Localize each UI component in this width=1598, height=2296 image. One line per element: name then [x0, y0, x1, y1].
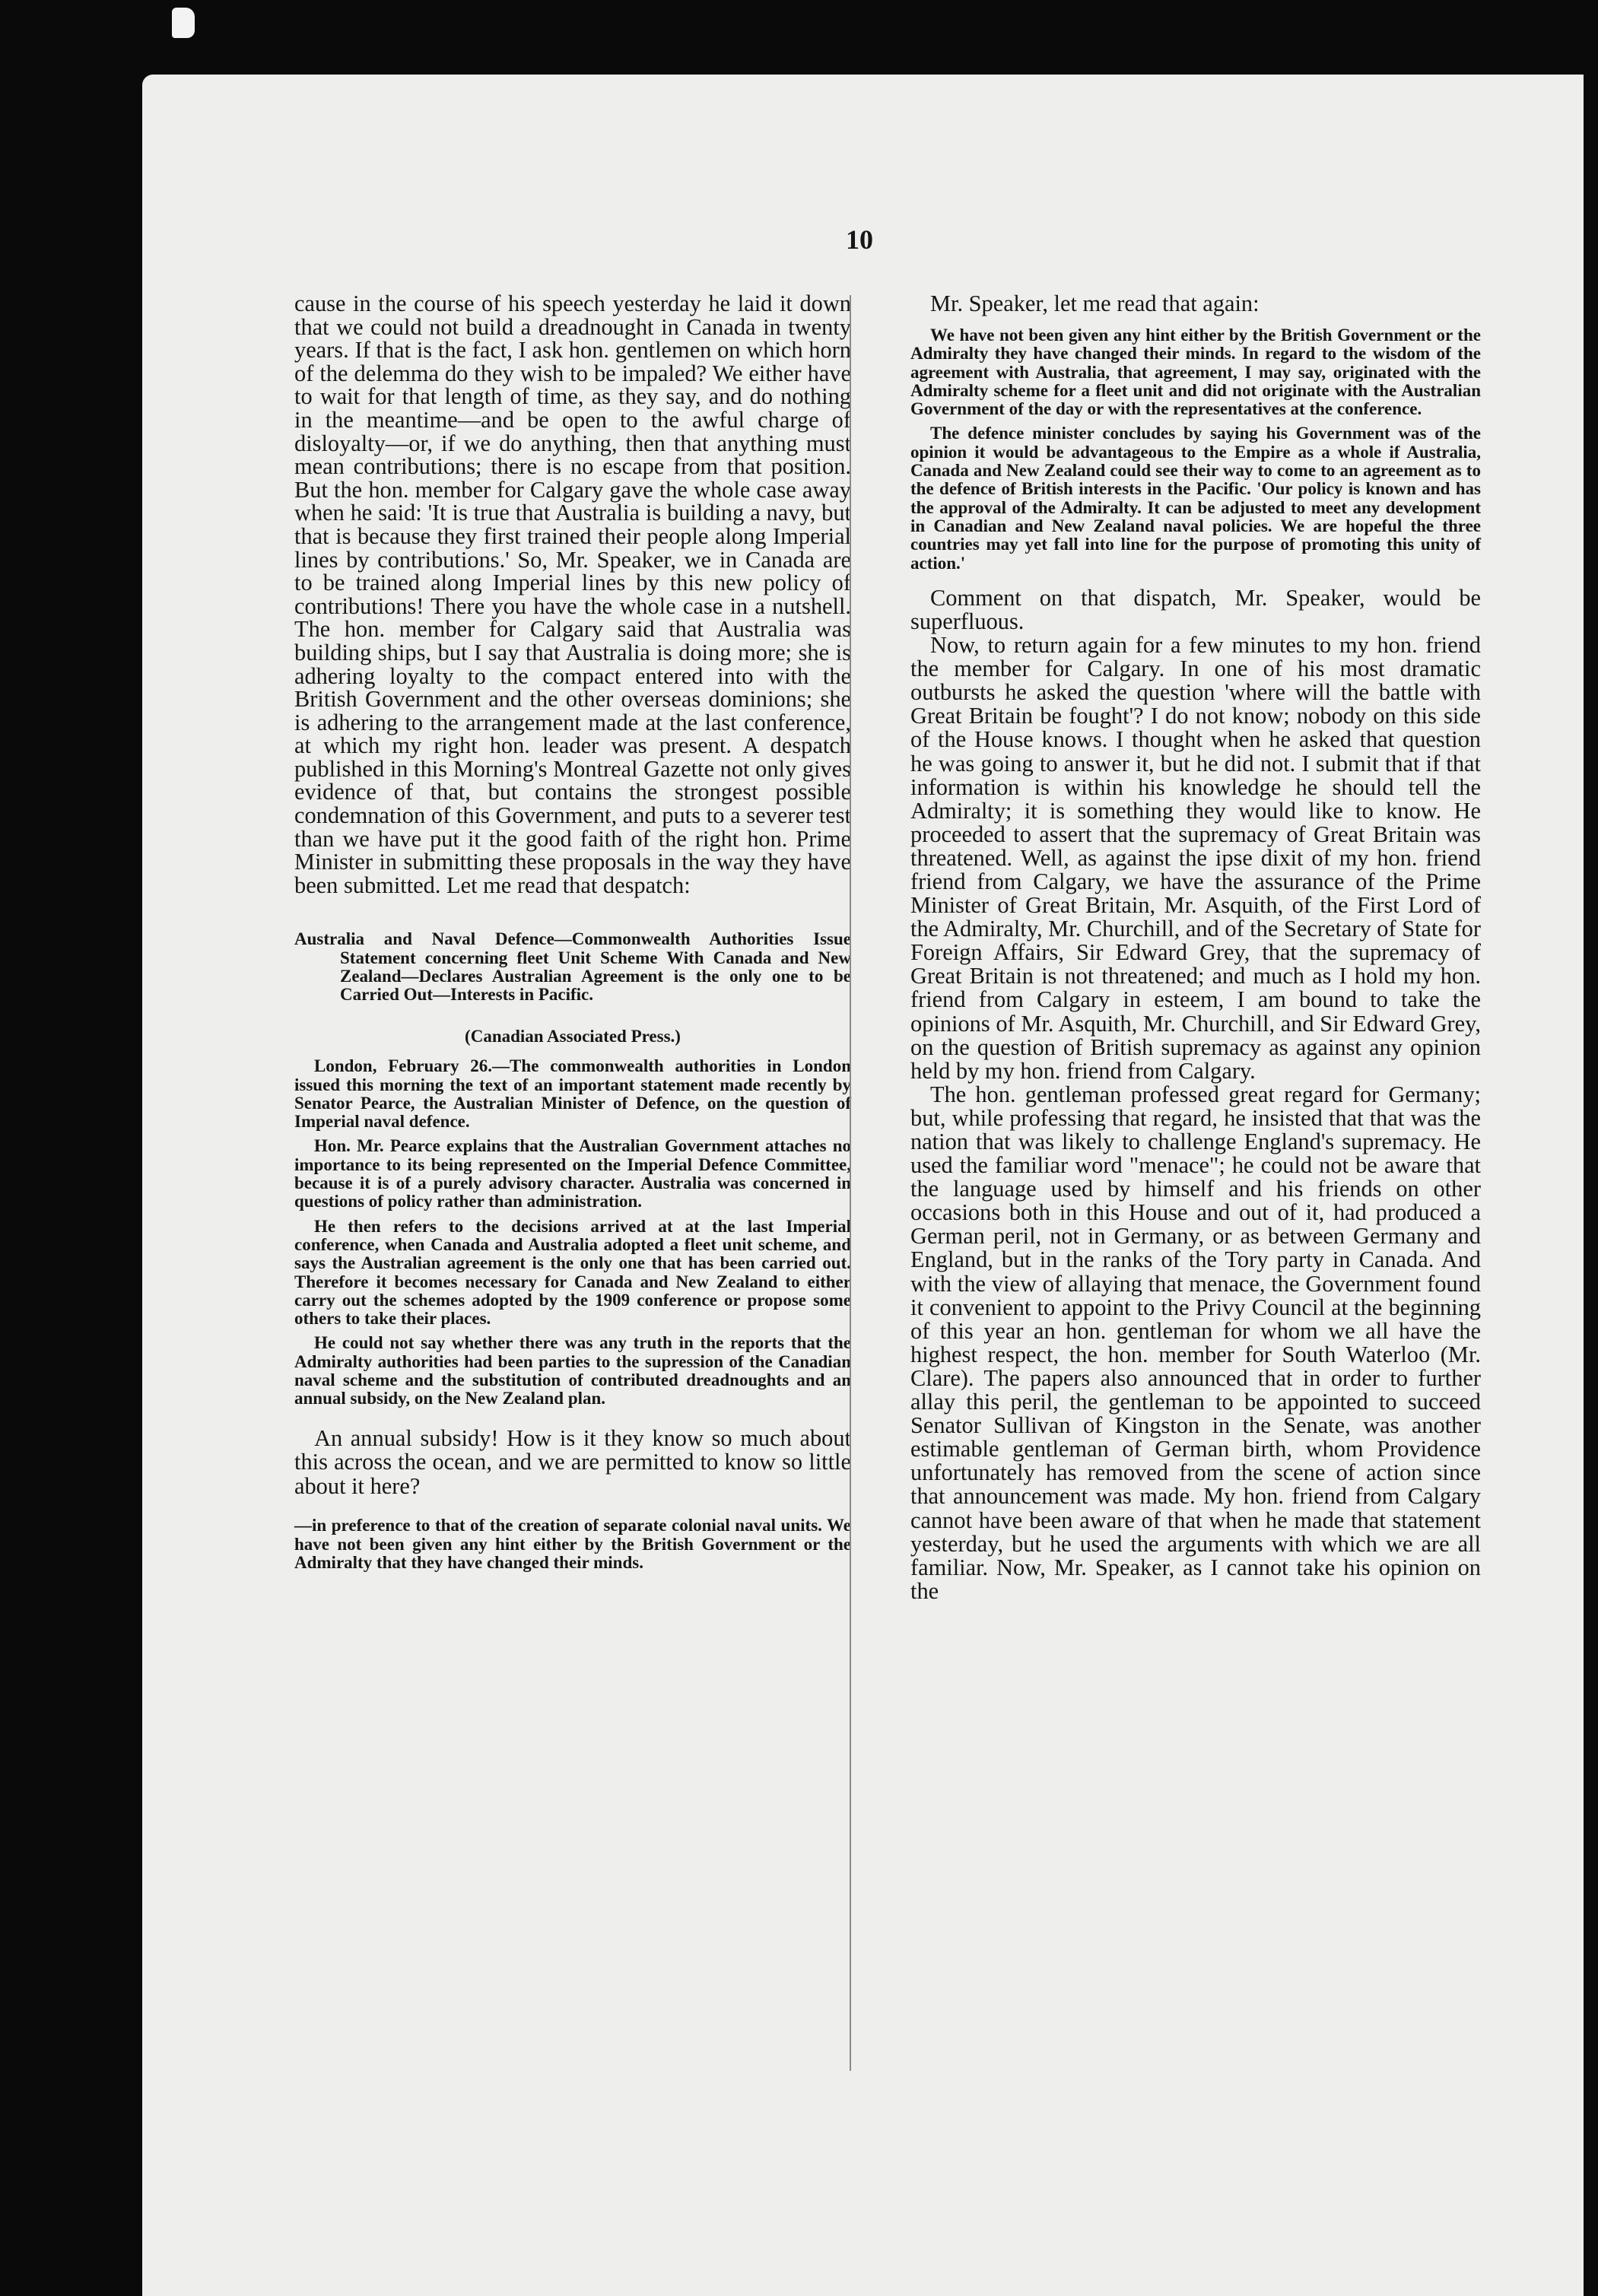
right-column [910, 292, 1481, 1603]
quote-paragraph-1: We have not been given any hint either by the British Government or the Admiralty they have changed their minds. In regard to the wisdom of the agreement with Australia, that agreement, I may say, originated with the Admiralty scheme for a fleet unit and did not originate with the Australian Government of the day or with the representatives at the conference. [910, 326, 1481, 419]
dispatch-headline: Australia and Naval Defence—Commonwealth Authorities Issue Statement concerning fleet Unit Scheme With Canada and New Zealand—Declares Australian Agreement is the only one to be Carried Out—Interests in Pacific. [294, 929, 851, 1005]
quote-paragraph-2: The defence minister concludes by saying his Government was of the opinion it would be advantageous to the Empire as a whole if Australia, Canada and New Zealand could see their way to come to an agreement as to the defence of British interests in the Pacific. 'Our policy is known and has the approval of the Admiralty. It can be adjusted to meet any development in Canadian and New Zealand naval policies. We are hopeful the three countries may yet fall into line for the purpose of promoting this unity of action.' [910, 424, 1481, 573]
left-paragraph-1: cause in the course of his speech yesterday he laid it down that we could not build a dreadnought in Canada in twenty years. If that is the fact, I ask hon. gentlemen on which horn of the delemma do they wish to be impaled? We either have to wait for that length of time, as they say, and do nothing in the meantime—and be open to the awful charge of disloyalty—or, if we do anything, then that anything must mean contributions; there is no escape from that position. But the hon. member for Calgary gave the whole case away when he said: 'It is true that Australia is building a navy, but that is because they first trained their people along Imperial lines by contributions.' So, Mr. Speaker, we in Canada are to be trained along Imperial lines by this new policy of contributions! There you have the whole case in a nutshell. The hon. member for Calgary said that Australia was building ships, but I say that Australia is doing more; she is adhering loyalty to the compact entered into with the British Government and the other overseas dominions; she is adhering to the arrangement made at the last conference, at which my right hon. leader was present. A despatch published in this Morning's Montreal Gazette not only gives evidence of that, but contains the strongest possible condemnation of this Government, and puts to a severer test than we have put it the good faith of the right hon. Prime Minister in submitting these proposals in the way they have been submitted. Let me read that despatch: [294, 291, 851, 898]
column-divider [850, 295, 851, 2071]
page-number: 10 [846, 224, 873, 255]
dispatch-credit: (Canadian Associated Press.) [465, 1027, 681, 1046]
dispatch-paragraph-2: Hon. Mr. Pearce explains that the Australian Government attaches no importance to its being represented on the Imperial Defence Committee, because it is of a purely advisory character. Australia was concerned in questions of policy rather than administration. [294, 1136, 851, 1212]
dispatch-paragraph-1: London, February 26.—The commonwealth authorities in London issued this morning the text of an important statement made recently by Senator Pearce, the Australian Minister of Defence, on the question of Imperial naval defence. [294, 1056, 851, 1132]
right-paragraph-1: Comment on that dispatch, Mr. Speaker, would be superfluous. [910, 584, 1481, 634]
film-corner-mark [172, 8, 195, 38]
left-paragraph-3: —in preference to that of the creation of separate colonial naval units. We have not been given any hint either by the British Government or the Admiralty that they have changed their minds. [294, 1516, 851, 1572]
left-column [294, 292, 851, 1572]
right-paragraph-3: The hon. gentleman professed great regard for Germany; but, while professing that regard, he insisted that that was the nation that was likely to challenge England's supremacy. He used the familiar word "menace"; he could not be aware that the language used by himself and his friends on other occasions both in this House and out of it, had produced a German peril, not in Germany, or as between Germany and England, but in the ranks of the Tory party in Canada. And with the view of allaying that menace, the Government found it convenient to appoint to the Privy Council at the beginning of this year an hon. gentleman for whom we all have the highest respect, the hon. member for South Waterloo (Mr. Clare). The papers also announced that in order to further allay this peril, the gentleman to be appointed to succeed Senator Sullivan of Kingston in the Senate, was another estimable gentleman of German birth, whom Providence unfortunately has removed from the scene of action since that announcement was made. My hon. friend from Calgary cannot have been aware of that when he made that statement yesterday, but he used the arguments with which we are all familiar. Now, Mr. Speaker, as I cannot take his opinion on the [910, 1081, 1481, 1604]
dispatch-paragraph-3: He then refers to the decisions arrived at at the last Imperial conference, when Canada and Australia adopted a fleet unit scheme, and says the Australian agreement is the only one that has been carried out. Therefore it becomes necessary for Canada and New Zealand to either carry out the schemes adopted by the 1909 conference or propose some others to take their places. [294, 1216, 851, 1329]
right-paragraph-2: Now, to return again for a few minutes to my hon. friend the member for Calgary. In one of his most dramatic outbursts he asked the question 'where will the battle with Great Britain be fought'? I do not know; nobody on this side of the House knows. I thought when he asked that question he was going to answer it, but he did not. I submit that if that information is within his knowledge he should tell the Admiralty; it is something they would like to know. He proceeded to assert that the supremacy of Great Britain was threatened. Well, as against the ipse dixit of my hon. friend friend from Calgary, we have the assurance of the Prime Minister of Great Britain, Mr. Asquith, of the First Lord of the Admiralty, Mr. Churchill, and of the Secretary of State for Foreign Affairs, Sir Edward Grey, that the supremacy of Great Britain is not threatened; and much as I hold my hon. friend from Calgary in esteem, I am bound to take the opinions of Mr. Asquith, Mr. Churchill, and Sir Edward Grey, on the question of British supremacy as against any opinion held by my hon. friend from Calgary. [910, 632, 1481, 1084]
document-page [142, 75, 1584, 2296]
right-heading: Mr. Speaker, let me read that again: [930, 291, 1260, 316]
left-paragraph-2: An annual subsidy! How is it they know so much about this across the ocean, and we are permitted to know so little about it here? [294, 1424, 851, 1499]
dispatch-paragraph-4: He could not say whether there was any truth in the reports that the Admiralty authorities had been parties to the supression of the Canadian naval scheme and the substitution of contributed dreadnoughts and an annual subsidy, on the New Zealand plan. [294, 1333, 851, 1408]
